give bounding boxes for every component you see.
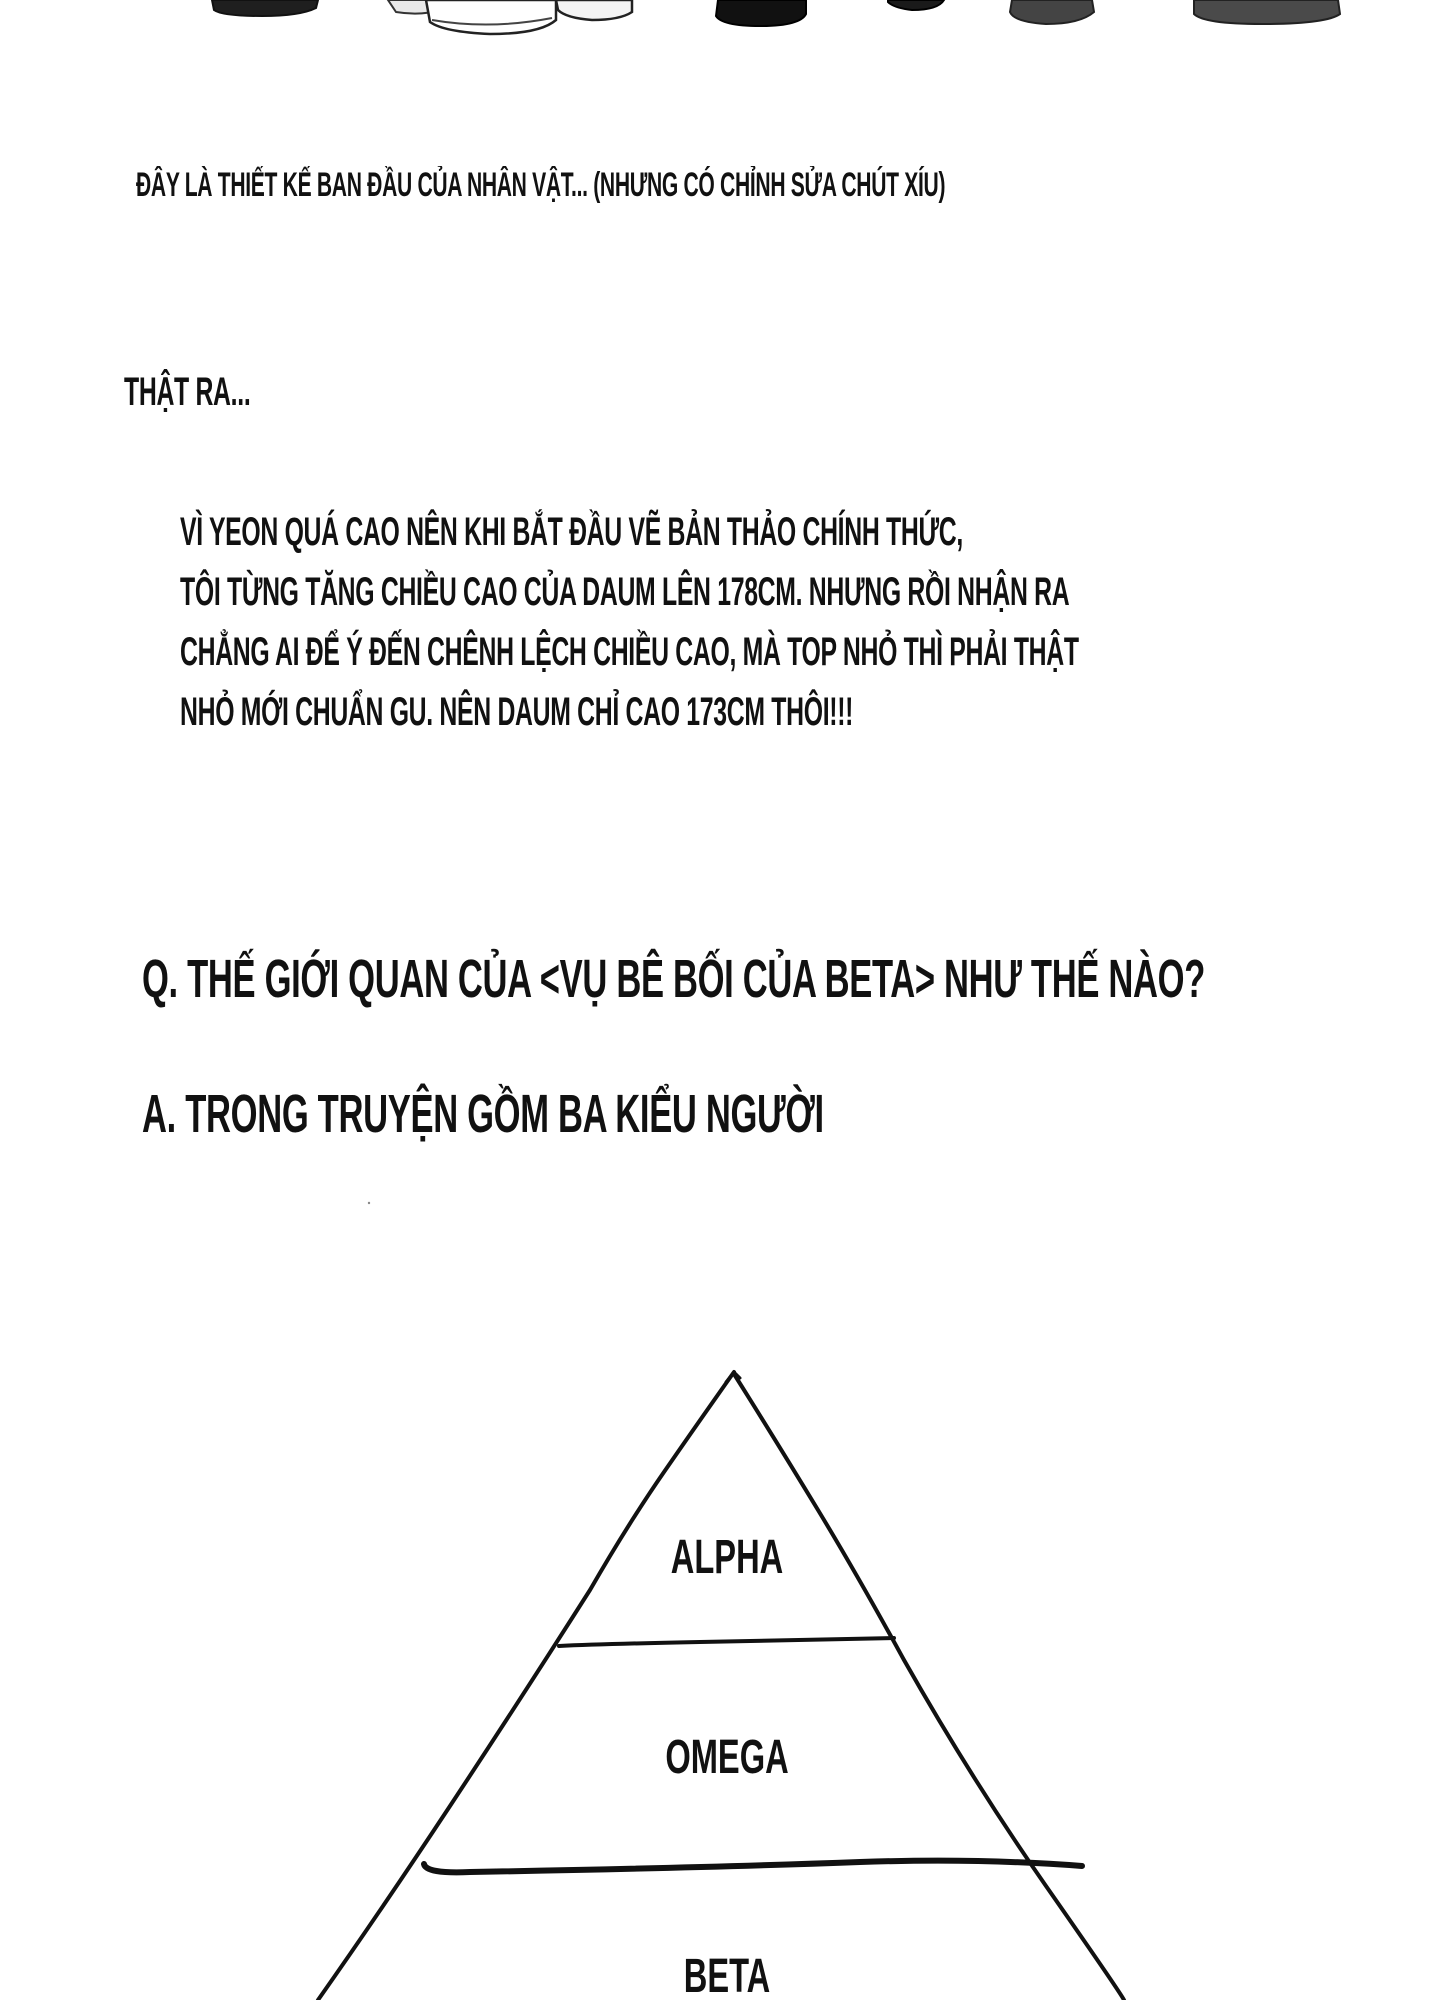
- paragraph-line: NHỎ MỚI CHUẨN GU. NÊN DAUM CHỈ CAO 173CM THÔI!!!: [180, 690, 854, 734]
- pyramid-tier-beta: BETA: [683, 1950, 771, 2003]
- pyramid-tier-omega: OMEGA: [665, 1731, 789, 1784]
- shoe-5: [716, 0, 806, 26]
- pyramid-left-edge: [318, 1372, 734, 2000]
- stray-dot: [368, 1202, 370, 1204]
- pyramid-tier-alpha: ALPHA: [670, 1531, 784, 1584]
- paragraph-line: TÔI TỪNG TĂNG CHIỀU CAO CỦA DAUM LÊN 178CM. NHƯNG RỒI NHẬN RA: [180, 570, 1070, 614]
- shoe-7: [1010, 0, 1094, 24]
- character-design-caption: ĐÂY LÀ THIẾT KẾ BAN ĐẦU CỦA NHÂN VẬT... (NHƯNG CÓ CHỈNH SỬA CHÚT XÍU): [136, 166, 946, 204]
- shoe-1: [212, 0, 318, 16]
- pyramid-right-edge: [734, 1374, 1124, 2000]
- caste-pyramid: [318, 1372, 1124, 2003]
- paragraph-line: CHẲNG AI ĐỂ Ý ĐẾN CHÊNH LỆCH CHIỀU CAO, MÀ TOP NHỎ THÌ PHẢI THẬT: [180, 630, 1079, 674]
- paragraph-line: VÌ YEON QUÁ CAO NÊN KHI BẮT ĐẦU VẼ BẢN THẢO CHÍNH THỨC,: [180, 510, 963, 554]
- shoe-6: [888, 0, 944, 10]
- intro-text: THẬT RA...: [124, 370, 251, 414]
- height-explanation-paragraph: [180, 502, 1079, 742]
- pyramid-divider-top: [559, 1638, 894, 1646]
- shoe-8: [1194, 0, 1340, 24]
- shoe-4: [556, 0, 632, 20]
- character-shoes-illustration: [212, 0, 1340, 34]
- worldview-answer: A. TRONG TRUYỆN GỒM BA KIỂU NGƯỜI: [142, 1084, 824, 1144]
- worldview-question: Q. THẾ GIỚI QUAN CỦA <VỤ BÊ BỐI CỦA BETA> NHƯ THẾ NÀO?: [142, 949, 1206, 1009]
- shoe-3: [426, 0, 556, 34]
- pyramid-divider-bottom: [424, 1861, 1082, 1873]
